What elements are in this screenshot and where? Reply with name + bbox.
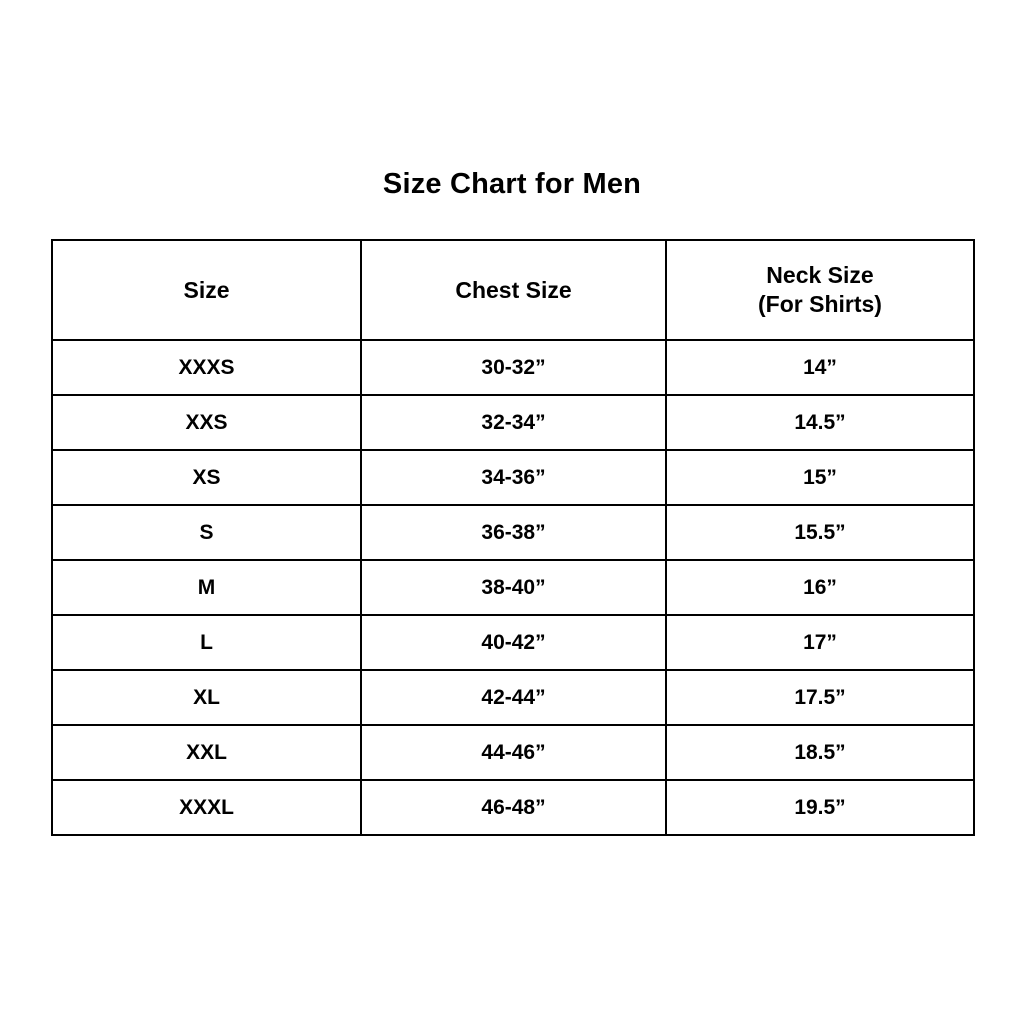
table-row [52, 615, 974, 670]
cell-neck: 16” [666, 560, 974, 615]
column-header-neck-size [666, 240, 974, 340]
table-row [52, 395, 974, 450]
cell-size: XXS [52, 395, 361, 450]
cell-neck: 17.5” [666, 670, 974, 725]
cell-chest: 44-46” [361, 725, 666, 780]
cell-size: XL [52, 670, 361, 725]
table-row [52, 340, 974, 395]
cell-neck: 19.5” [666, 780, 974, 835]
cell-neck: 14.5” [666, 395, 974, 450]
cell-neck: 17” [666, 615, 974, 670]
cell-size: L [52, 615, 361, 670]
cell-chest: 30-32” [361, 340, 666, 395]
cell-neck: 14” [666, 340, 974, 395]
column-header-size-label: Size [183, 276, 230, 303]
cell-chest: 34-36” [361, 450, 666, 505]
cell-size: S [52, 505, 361, 560]
table-header-row [52, 240, 974, 340]
size-chart-table [51, 239, 975, 836]
cell-chest: 36-38” [361, 505, 666, 560]
table-row [52, 780, 974, 835]
cell-size: XXL [52, 725, 361, 780]
cell-chest: 32-34” [361, 395, 666, 450]
table-row [52, 560, 974, 615]
cell-chest: 46-48” [361, 780, 666, 835]
cell-neck: 18.5” [666, 725, 974, 780]
cell-chest: 42-44” [361, 670, 666, 725]
table-body [52, 340, 974, 835]
page-title: Size Chart for Men [382, 168, 642, 200]
column-header-size [52, 240, 361, 340]
table-row [52, 505, 974, 560]
table-row [52, 670, 974, 725]
table-row [52, 725, 974, 780]
table-header [52, 240, 974, 340]
table-row [52, 450, 974, 505]
cell-size: XS [52, 450, 361, 505]
cell-neck: 15” [666, 450, 974, 505]
column-header-neck-size-label: Neck Size [766, 262, 874, 289]
cell-chest: 38-40” [361, 560, 666, 615]
cell-chest: 40-42” [361, 615, 666, 670]
cell-neck: 15.5” [666, 505, 974, 560]
size-chart-table-container [51, 239, 973, 836]
cell-size: XXXS [52, 340, 361, 395]
column-header-chest-size [361, 240, 666, 340]
column-header-neck-size-sublabel: (For Shirts) [758, 291, 882, 317]
column-header-chest-size-label: Chest Size [455, 276, 572, 303]
cell-size: M [52, 560, 361, 615]
cell-size: XXXL [52, 780, 361, 835]
